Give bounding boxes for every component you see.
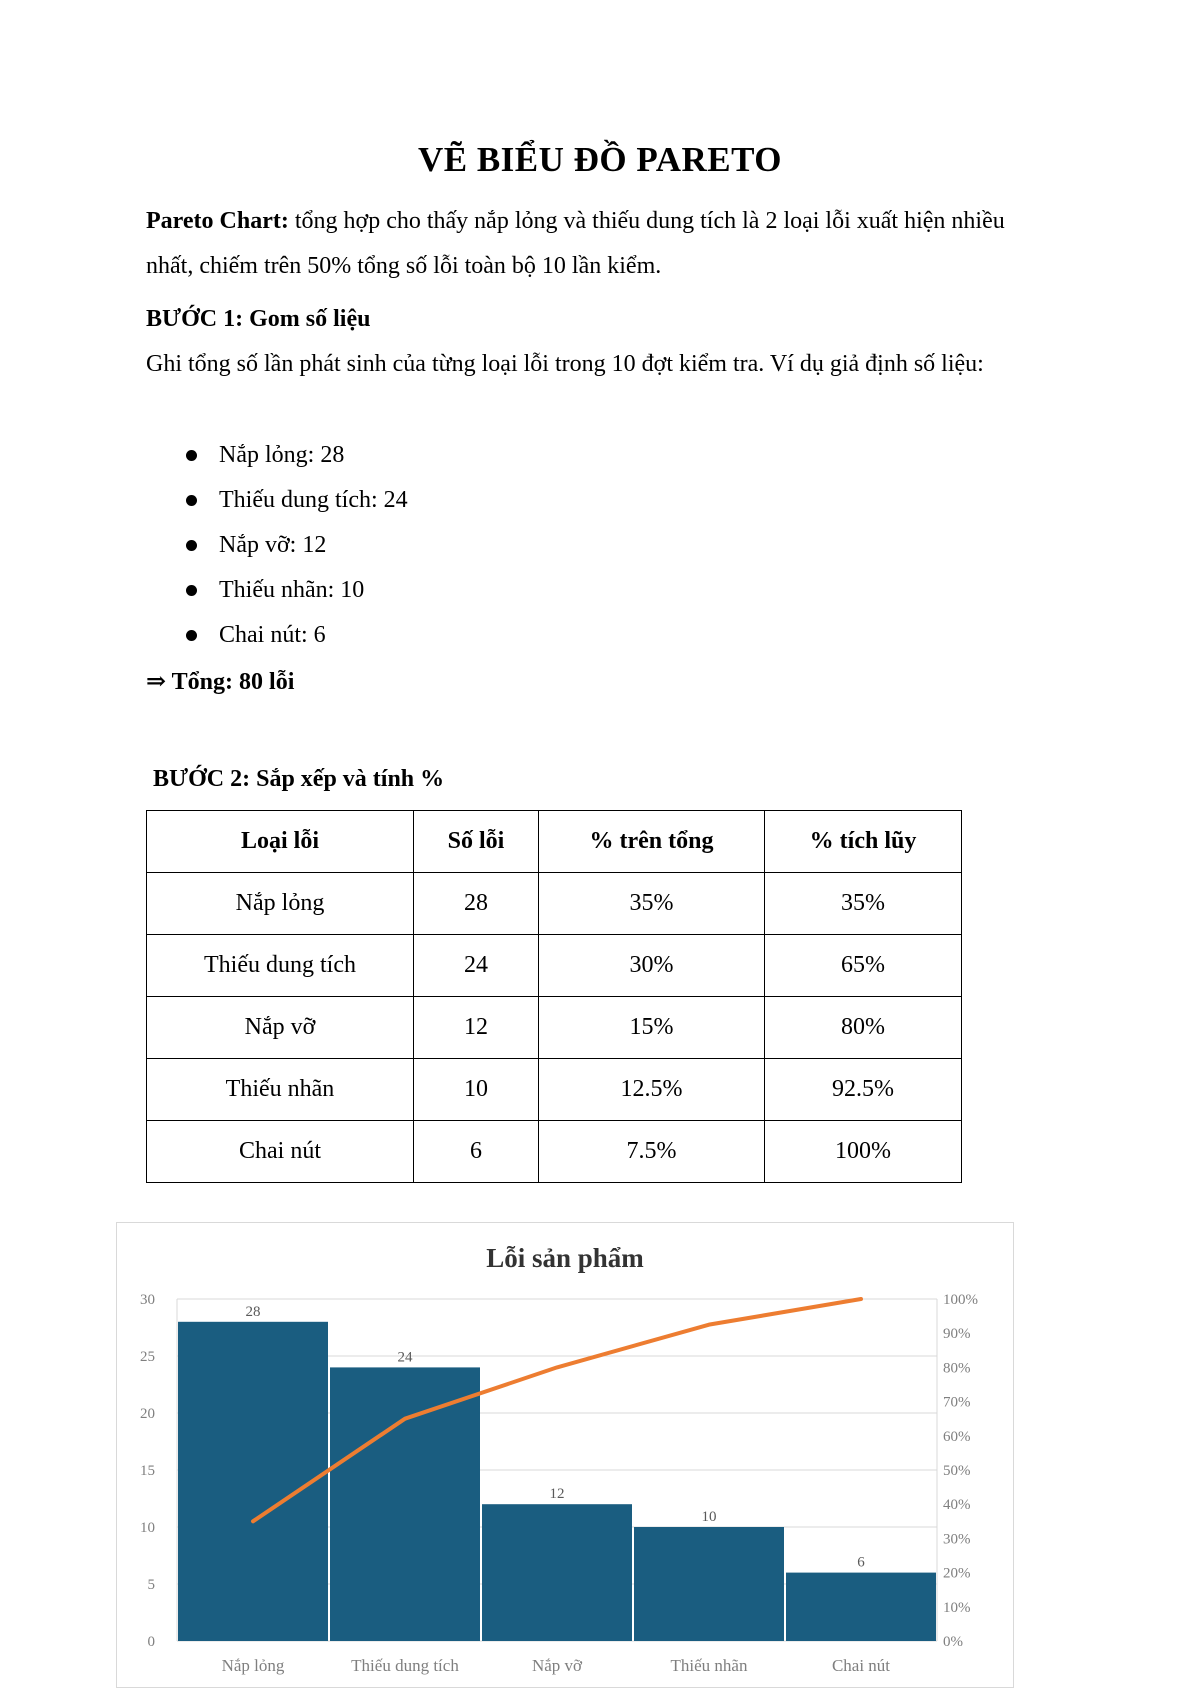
table-cell: 7.5%: [539, 1121, 765, 1183]
table-cell: 12: [414, 997, 539, 1059]
page-title: VẼ BIỂU ĐỒ PARETO: [417, 140, 783, 179]
category-label: Nắp vỡ: [531, 1656, 583, 1675]
table-cell: 24: [414, 935, 539, 997]
pareto-chart: [116, 1222, 1014, 1688]
table-cell: 30%: [539, 935, 765, 997]
table-row: [147, 997, 962, 1059]
table-cell: 12.5%: [539, 1059, 765, 1121]
table-header: Số lỗi: [414, 811, 539, 873]
bar-data-label: 10: [701, 1509, 717, 1525]
y-tick-label: 15: [140, 1463, 155, 1479]
y2-tick-label: 70%: [943, 1394, 971, 1411]
step1-heading: BƯỚC 1: Gom số liệu: [146, 306, 371, 332]
category-label: Nắp lỏng: [221, 1656, 285, 1675]
y-tick-label: 0: [147, 1634, 155, 1650]
bar-data-label: 6: [857, 1554, 865, 1571]
total-line: ⇒ Tổng: 80 lỗi: [146, 669, 295, 695]
list-item: Thiếu dung tích: 24: [146, 478, 408, 523]
y2-tick-label: 30%: [943, 1531, 971, 1548]
defect-list: [146, 433, 408, 658]
table-header: % tích lũy: [765, 811, 962, 873]
table-cell: 35%: [539, 873, 765, 935]
y2-tick-label: 50%: [943, 1463, 971, 1479]
chart-title: Lỗi sản phẩm: [486, 1243, 644, 1273]
y-tick-label: 20: [140, 1406, 155, 1422]
table-row: [147, 1121, 962, 1183]
table-cell: Thiếu dung tích: [147, 935, 414, 997]
table-row: [147, 873, 962, 935]
y-tick-label: 25: [140, 1349, 155, 1365]
table-cell: Nắp vỡ: [147, 997, 414, 1059]
table-header: % trên tổng: [539, 811, 765, 873]
bar: [634, 1527, 784, 1641]
table-cell: 15%: [539, 997, 765, 1059]
table-header: Loại lỗi: [147, 811, 414, 873]
pareto-chart-svg: [117, 1223, 1013, 1687]
table-cell: Nắp lỏng: [147, 873, 414, 935]
step2-heading: BƯỚC 2: Sắp xếp và tính %: [153, 766, 445, 792]
bar: [786, 1573, 936, 1641]
bullet-icon: [186, 585, 197, 596]
bullet-icon: [186, 495, 197, 506]
step1-text: Ghi tổng số lần phát sinh của từng loại lỗi trong 10 đợt kiểm tra. Ví dụ giả định số liệu:: [146, 351, 984, 377]
y-tick-label: 10: [140, 1520, 155, 1536]
y2-tick-label: 100%: [943, 1292, 978, 1308]
table-cell: 28: [414, 873, 539, 935]
table-row: [147, 935, 962, 997]
y2-tick-label: 90%: [943, 1326, 971, 1343]
table-cell: Thiếu nhãn: [147, 1059, 414, 1121]
bullet-icon: [186, 540, 197, 551]
intro-paragraph: [146, 199, 1046, 289]
bar: [330, 1367, 480, 1641]
table-cell: 6: [414, 1121, 539, 1183]
table-cell: 65%: [765, 935, 962, 997]
category-label: Thiếu nhãn: [670, 1656, 748, 1675]
list-item: Nắp vỡ: 12: [146, 523, 408, 568]
y-tick-label: 5: [147, 1577, 155, 1593]
y2-tick-label: 10%: [943, 1599, 971, 1616]
pareto-table: [146, 810, 962, 1183]
list-item: Chai nút: 6: [146, 613, 408, 658]
y-tick-label: 30: [140, 1292, 155, 1308]
category-label: Chai nút: [831, 1656, 891, 1675]
y2-tick-label: 60%: [943, 1428, 971, 1445]
bar-data-label: 28: [245, 1303, 261, 1320]
table-cell: 80%: [765, 997, 962, 1059]
intro-text: tổng hợp cho thấy nắp lỏng và thiếu dung tích là 2 loại lỗi xuất hiện nhiều nhất, chiếm trên 50% tổng số lỗi toàn bộ 10 lần kiểm.: [146, 208, 1005, 279]
bar-data-label: 12: [549, 1486, 565, 1503]
table-cell: 100%: [765, 1121, 962, 1183]
y2-tick-label: 40%: [943, 1497, 971, 1514]
bullet-icon: [186, 630, 197, 641]
y2-tick-label: 0%: [943, 1634, 963, 1650]
table-cell: Chai nút: [147, 1121, 414, 1183]
intro-lead: Pareto Chart:: [146, 208, 289, 234]
bar: [482, 1504, 632, 1641]
table-cell: 92.5%: [765, 1059, 962, 1121]
bar: [178, 1322, 328, 1641]
bar-data-label: 24: [397, 1349, 413, 1366]
table-cell: 35%: [765, 873, 962, 935]
y2-tick-label: 20%: [943, 1565, 971, 1582]
table-row: [147, 1059, 962, 1121]
y2-tick-label: 80%: [943, 1360, 971, 1377]
list-item: Nắp lỏng: 28: [146, 433, 408, 478]
table-cell: 10: [414, 1059, 539, 1121]
category-label: Thiếu dung tích: [351, 1656, 459, 1675]
list-item: Thiếu nhãn: 10: [146, 568, 408, 613]
table-header-row: [147, 811, 962, 873]
bullet-icon: [186, 450, 197, 461]
